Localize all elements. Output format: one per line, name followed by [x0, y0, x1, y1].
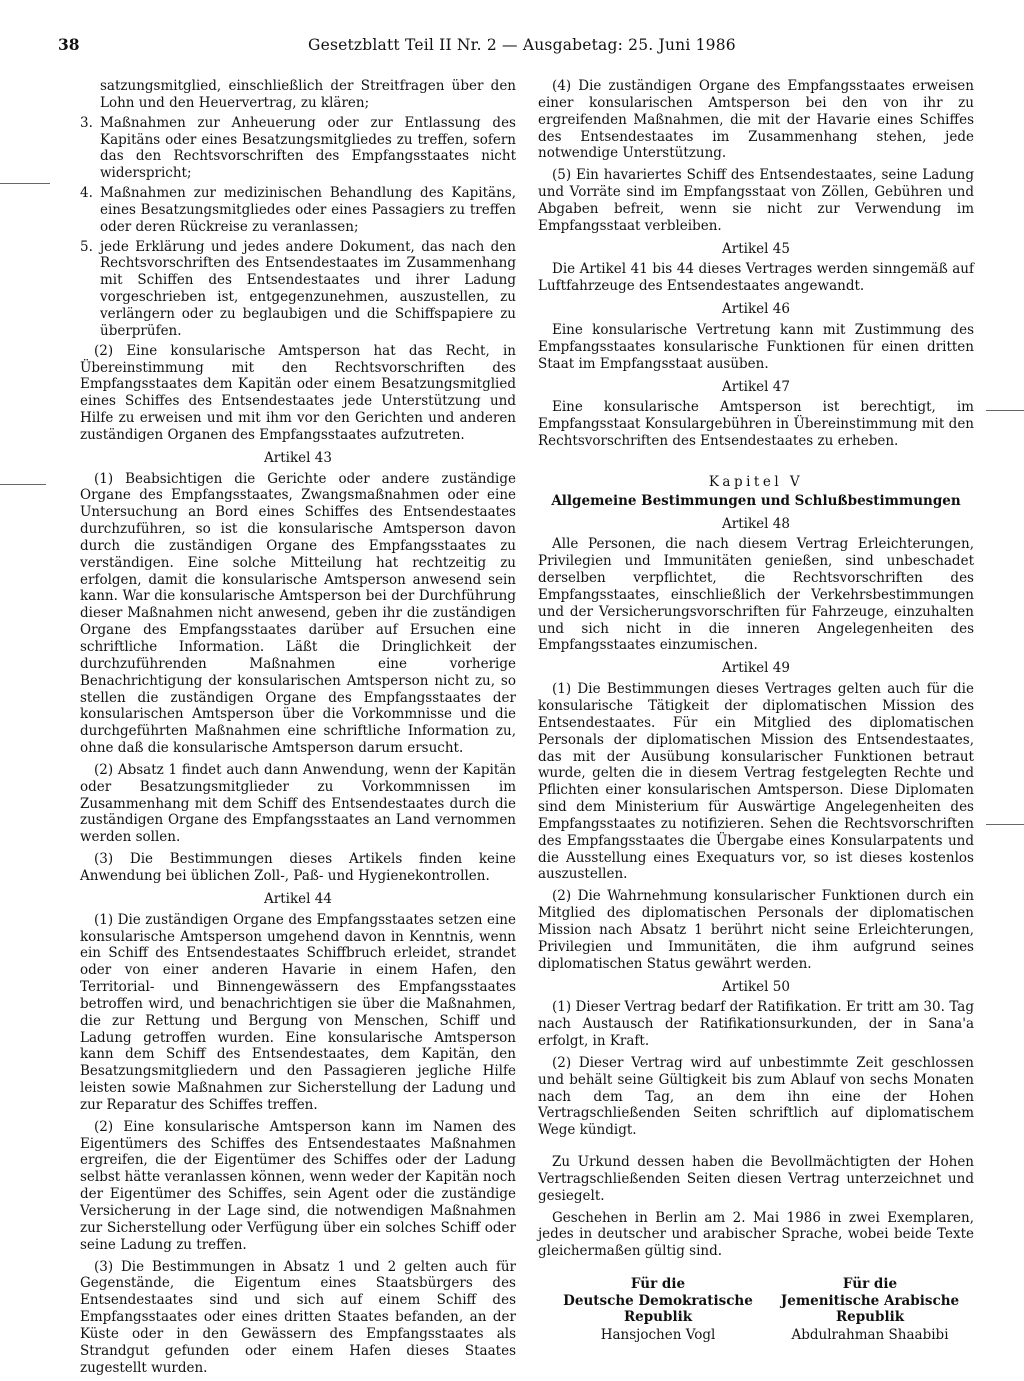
margin-mark: [986, 824, 1024, 825]
list-item-text: jede Erklärung und jedes andere Dokument, das nach den Rechtsvorschriften des Entsendestaates im Zusammenhang mit Schiffen des Entsendestaates und ihrer Ladung vorgeschrieben ist, entgegenzunehmen, auszustellen, zu verlängern oder zu beglaubigen und die Schiffspapiere zu überprüfen.: [100, 238, 516, 339]
paragraph: Zu Urkund dessen haben die Bevollmächtigten der Hohen Vertragschließenden Seiten diesen Vertrag unterzeichnet und gesiegelt.: [538, 1154, 974, 1204]
page-number: 38: [58, 35, 80, 54]
paragraph: Geschehen in Berlin am 2. Mai 1986 in zwei Exemplaren, jedes in deutscher und arabischer Sprache, wobei beide Texte gleichermaßen gültig sind.: [538, 1209, 974, 1260]
paragraph: (3) Die Bestimmungen in Absatz 1 und 2 gelten auch für Gegenstände, die Eigentum eines Staatsbürgers des Entsendestaates sind und sich auf einem Schiff des Empfangsstaates oder eines dritten Staates befanden, an der Küste oder in den Gewässern des Empfangsstaates als Strandgut gefunden oder einem Hafen dieses Staates zugestellt wurden.: [80, 1258, 516, 1376]
paragraph: (1) Die zuständigen Organe des Empfangsstaates setzen eine konsularische Amtsperson umgehend davon in Kenntnis, wenn ein Schiff des Entsendestaates Schiffbruch erleidet, strandet oder von einer anderen Havarie in einem Hafen, den Territorial- und Binnengewässern des Empfangsstaates betroffen wird, und benachrichtigen sie über die Maßnahmen, die zur Rettung und Bergung von Menschen, Schiff und Ladung getroffen wurden. Eine konsularische Amtsperson kann dem Schiff des Entsendestaates, dem Kapitän, den Besatzungsmitgliedern und den Passagieren jegliche Hilfe leisten sowie Maßnahmen zur Sicherstellung der Ladung und zur Reparatur des Schiffes treffen.: [80, 911, 516, 1113]
signatory-name: Abdulrahman Shaabibi: [791, 1326, 949, 1343]
article-heading: Artikel 43: [264, 449, 332, 466]
signature-yemen: [760, 1276, 980, 1343]
signature-gdr: [548, 1276, 768, 1343]
margin-mark: [0, 484, 46, 485]
article-heading: Artikel 49: [722, 660, 790, 677]
margin-mark: [0, 183, 50, 184]
header-title: Gesetzblatt Teil II Nr. 2 — Ausgabetag: 25. Juni 1986: [308, 36, 736, 54]
list-item-text: Maßnahmen zur medizinischen Behandlung des Kapitäns, eines Besatzungsmitgliedes oder eines Passagiers zu treffen oder deren Rückreise zu veranlassen;: [100, 185, 516, 235]
article-heading: Artikel 45: [722, 240, 790, 257]
signature-for: Für die: [842, 1276, 898, 1293]
left-column: [80, 78, 516, 1381]
article-heading: Artikel 46: [722, 301, 790, 318]
signature-state: Jemenitische Arabische: [780, 1292, 960, 1309]
list-item-number: 5.: [80, 238, 93, 255]
paragraph: Alle Personen, die nach diesem Vertrag Erleichterungen, Privilegien und Immunitäten genießen, sind unbeschadet derselben verpflichtet, die Rechtsvorschriften des Empfangsstaates, einschließlich der Verkehrsbestimmungen und der Versicherungsvorschriften für Fahrzeuge, einzuhalten und sich nicht in die inneren Angelegenheiten des Empfangsstaates einzumischen.: [538, 536, 974, 654]
continued-item: satzungsmitglied, einschließlich der Streitfragen über den Lohn und den Heuervertrag, zu klären;: [100, 78, 516, 111]
article-heading: Artikel 50: [722, 978, 790, 995]
signature-for: Für die: [630, 1276, 686, 1293]
list-item-number: 3.: [80, 114, 93, 131]
paragraph: (2) Die Wahrnehmung konsularischer Funktionen durch ein Mitglied des diplomatischen Personals der diplomatischen Mission nach Absatz 1 berührt nicht seine Erleichterungen, Privilegien und Immunitäten, die ihm aufgrund seines diplomatischen Status gewährt werden.: [538, 888, 974, 972]
page-header: [58, 33, 980, 57]
paragraph: (2) Absatz 1 findet auch dann Anwendung, wenn der Kapitän oder Besatzungsmitglieder zu Vorkommnissen im Zusammenhang mit dem Schiff des Entsendestaates durch die zuständigen Organe des Empfangsstaates an Land vernommen werden sollen.: [80, 761, 516, 846]
chapter-label: Kapitel V: [708, 473, 804, 490]
paragraph: (5) Ein havariertes Schiff des Entsendestaates, seine Ladung und Vorräte sind im Empfangsstaat von Zöllen, Gebühren und Abgaben befreit, wenn sie nicht zur Verwendung im Empfangsstaat verbleiben.: [538, 167, 974, 234]
article-heading: Artikel 44: [264, 890, 332, 907]
signatory-name: Hansjochen Vogl: [600, 1326, 716, 1343]
signature-state: Republik: [835, 1309, 905, 1326]
paragraph: (3) Die Bestimmungen dieses Artikels finden keine Anwendung bei üblichen Zoll-, Paß- und Hygienekontrollen.: [80, 851, 516, 884]
chapter-title: Allgemeine Bestimmungen und Schlußbestimmungen: [551, 492, 961, 509]
signature-state: Republik: [623, 1309, 693, 1326]
margin-mark: [986, 410, 1024, 411]
paragraph: (1) Beabsichtigen die Gerichte oder andere zuständige Organe des Empfangsstaates, Zwangsmaßnahmen oder eine Untersuchung an Bord eines Schiffes des Entsendestaates durchzuführen, so ist die konsularische Amtsperson davon durch die zuständigen Organe des Empfangsstaates zu verständigen. Eine solche Mitteilung hat rechtzeitig zu erfolgen, damit die konsularische Amtsperson anwesend sein kann. War die konsularische Amtsperson bei der Durchführung dieser Maßnahmen nicht anwesend, geben ihr die zuständigen Organe des Empfangsstaates darüber auf Ersuchen eine schriftliche Information. Läßt die Dringlichkeit der durchzuführenden Maßnahmen eine vorherige Benachrichtigung der konsularischen Amtsperson nicht zu, so stellen die zuständigen Organe des Empfangsstaates der konsularischen Amtsperson über die Vorkommnisse und die durchgeführten Maßnahmen eine schriftliche Information zu, ohne daß die konsularische Amtsperson darum ersucht.: [80, 470, 516, 757]
list-item-text: Maßnahmen zur Anheuerung oder zur Entlassung des Kapitäns oder eines Besatzungsmitgliedes zu treffen, sofern das den Rechtsvorschriften des Empfangsstaates nicht widerspricht;: [100, 114, 516, 182]
signature-block: [538, 1276, 974, 1358]
article-heading: Artikel 47: [722, 378, 790, 395]
signature-state: Deutsche Demokratische: [563, 1292, 753, 1309]
list-item: [80, 239, 516, 340]
spacer: [538, 1144, 974, 1154]
list-item: [80, 115, 516, 182]
paragraph: (1) Die Bestimmungen dieses Vertrages gelten auch für die konsularische Tätigkeit der diplomatischen Mission des Entsendestaates. Für ein Mitglied des diplomatischen Personals der diplomatischen Mission des Entsendestaates, das mit der Ausübung konsularischer Funktionen betraut wurde, gelten die in diesem Vertrag festgelegten Rechte und Pflichten einer konsularischen Amtsperson. Diese Diplomaten sind dem Ministerium für Auswärtige Angelegenheiten des Empfangsstaates zu notifizieren. Sehen die Rechtsvorschriften des Empfangsstaates die Übergabe eines Konsularpatents und die Ausstellung eines Exequaturs vor, so ist dieses kostenlos auszustellen.: [538, 681, 974, 883]
paragraph: (2) Eine konsularische Amtsperson hat das Recht, in Übereinstimmung mit den Rechtsvorschriften des Empfangsstaates dem Kapitän oder einem Besatzungsmitglied eines Schiffes des Entsendestaates jede Unterstützung und Hilfe zu erweisen und mit ihm vor den Gerichten und anderen zuständigen Organen des Empfangsstaates aufzutreten.: [80, 342, 516, 443]
paragraph: (2) Eine konsularische Amtsperson kann im Namen des Eigentümers des Schiffes des Entsendestaates Maßnahmen ergreifen, die der Eigentümer des Schiffes oder der Ladung selbst hätte veranlassen können, wenn weder der Kapitän noch der Eigentümer des Schiffes, sein Agent oder die zuständige Versicherung in der Lage sind, die notwendigen Maßnahmen zur Sicherstellung oder Verfügung über ein solches Schiff oder seine Ladung zu treffen.: [80, 1118, 516, 1253]
paragraph: (1) Dieser Vertrag bedarf der Ratifikation. Er tritt am 30. Tag nach Austausch der Ratifikationsurkunden, der in Sana'a erfolgt, in Kraft.: [538, 999, 974, 1050]
article-heading: Artikel 48: [722, 515, 790, 532]
right-column: [538, 78, 974, 1358]
paragraph: Die Artikel 41 bis 44 dieses Vertrages werden sinngemäß auf Luftfahrzeuge des Entsendestaates angewandt.: [538, 261, 974, 295]
paragraph: Eine konsularische Vertretung kann mit Zustimmung des Empfangsstaates konsularische Funktionen für einen dritten Staat im Empfangsstaat ausüben.: [538, 321, 974, 372]
list-item: [80, 185, 516, 236]
paragraph: (2) Dieser Vertrag wird auf unbestimmte Zeit geschlossen und behält seine Gültigkeit bis zum Ablauf von sechs Monaten nach dem Tag, an dem ihn eine der Hohen Vertragschließenden Seiten schriftlich auf diplomatischem Wege kündigt.: [538, 1054, 974, 1139]
paragraph: (4) Die zuständigen Organe des Empfangsstaates erweisen einer konsularischen Amtsperson bei den von ihr zu ergreifenden Maßnahmen, die mit der Havarie eines Schiffes des Entsendestaates im Zusammenhang stehen, jede notwendige Unterstützung.: [538, 78, 974, 162]
paragraph: Eine konsularische Amtsperson ist berechtigt, im Empfangsstaat Konsulargebühren in Übereinstimmung mit den Rechtsvorschriften des Entsendestaates zu erheben.: [538, 399, 974, 450]
list-item-number: 4.: [80, 185, 93, 202]
